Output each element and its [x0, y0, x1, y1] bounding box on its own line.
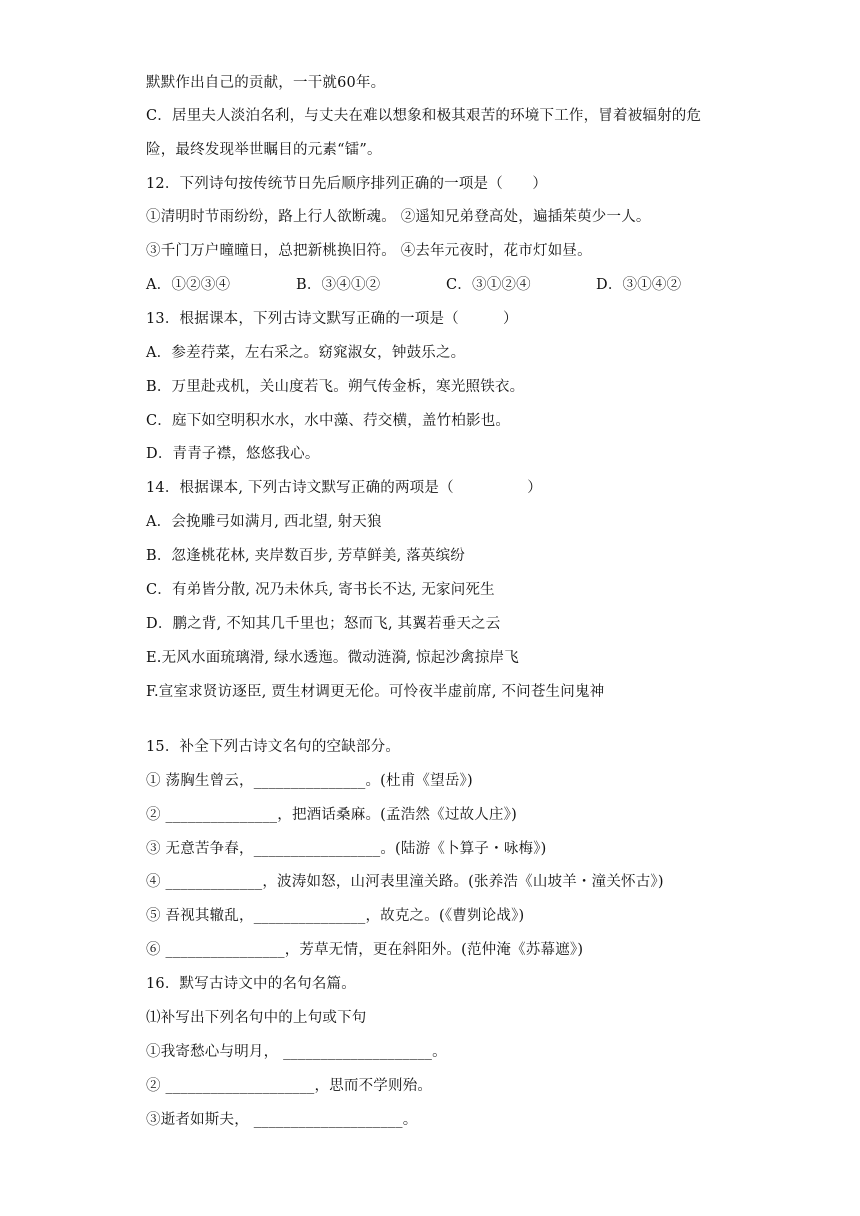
q14-option-f: F.宣室求贤访逐臣, 贾生材调更无伦。可怜夜半虚前席, 不问苍生问鬼神 [146, 684, 605, 700]
question-16-stem: 16．默写古诗文中的名句名篇。 [146, 976, 356, 992]
q14-option-c: C．有弟皆分散, 况乃未休兵, 寄书长不达, 无家问死生 [146, 582, 495, 598]
continuation-line-3: 险，最终发现举世瞩目的元素“镭”。 [146, 142, 382, 158]
q12-option-a: A．①②③④ [146, 277, 231, 293]
q13-option-a: A．参差荇菜，左右采之。窈窕淑女，钟鼓乐之。 [146, 345, 466, 361]
question-12-line-2: ③千门万户曈曈日，总把新桃换旧符。 ④去年元夜时，花市灯如昼。 [146, 243, 592, 259]
q15-item-2: ② _______________，把酒话桑麻。(孟浩然《过故人庄》) [146, 807, 517, 823]
q15-item-4: ④ _____________，波涛如怒，山河表里潼关路。(张养浩《山坡羊・潼关怀古》) [146, 874, 664, 890]
q16-subheading: ⑴补写出下列名句中的上句或下句 [146, 1010, 367, 1026]
q12-option-d: D．③①④② [596, 277, 682, 293]
q15-item-5: ⑤ 吾视其辙乱，_______________，故克之。(《曹刿论战》) [146, 908, 525, 924]
continuation-line-1: 默默作出自己的贡献，一干就60年。 [146, 75, 386, 91]
question-12-options [146, 275, 681, 295]
q16-item-1: ①我寄愁心与明月， ____________________。 [146, 1044, 447, 1060]
q14-option-d: D．鹏之背, 不知其几千里也；怒而飞, 其翼若垂天之云 [146, 616, 501, 632]
q14-option-b: B．忽逢桃花林, 夹岸数百步, 芳草鲜美, 落英缤纷 [146, 548, 466, 564]
question-12-line-1: ①清明时节雨纷纷，路上行人欲断魂。 ②遥知兄弟登高处，遍插茱萸少一人。 [146, 209, 651, 225]
q14-option-e: E.无风水面琉璃滑, 绿水透迤。微动涟漪, 惊起沙禽掠岸飞 [146, 650, 519, 666]
continuation-line-2: C．居里夫人淡泊名利，与丈夫在难以想象和极其艰苦的环境下工作，冒着被辐射的危 [146, 108, 702, 124]
q12-option-c: C．③①②④ [446, 277, 531, 293]
question-14-stem: 14．根据课本, 下列古诗文默写正确的两项是（ ） [146, 480, 542, 496]
q16-item-3: ③逝者如斯夫， ____________________。 [146, 1112, 418, 1128]
q15-item-1: ① 荡胸生曾云，_______________。(杜甫《望岳》) [146, 773, 473, 789]
q15-item-6: ⑥ ________________，芳草无情，更在斜阳外。(范仲淹《苏幕遮》) [146, 942, 584, 958]
question-13-stem: 13．根据课本，下列古诗文默写正确的一项是（ ） [146, 311, 518, 327]
q13-option-b: B．万里赴戎机，关山度若飞。朔气传金柝，寒光照铁衣。 [146, 379, 525, 395]
q13-option-c: C．庭下如空明积水水，水中藻、荇交横，盖竹柏影也。 [146, 413, 511, 429]
q16-item-2: ② ____________________，思而不学则殆。 [146, 1078, 433, 1094]
question-12-stem: 12．下列诗句按传统节日先后顺序排列正确的一项是（ ） [146, 176, 548, 192]
q12-option-b: B．③④①② [296, 277, 381, 293]
question-15-stem: 15．补全下列古诗文名句的空缺部分。 [146, 739, 401, 755]
q15-item-3: ③ 无意苦争春，_________________。(陆游《卜算子・咏梅》) [146, 841, 547, 857]
q14-option-a: A．会挽雕弓如满月, 西北望, 射天狼 [146, 514, 382, 530]
q13-option-d: D．青青子襟，悠悠我心。 [146, 446, 320, 462]
